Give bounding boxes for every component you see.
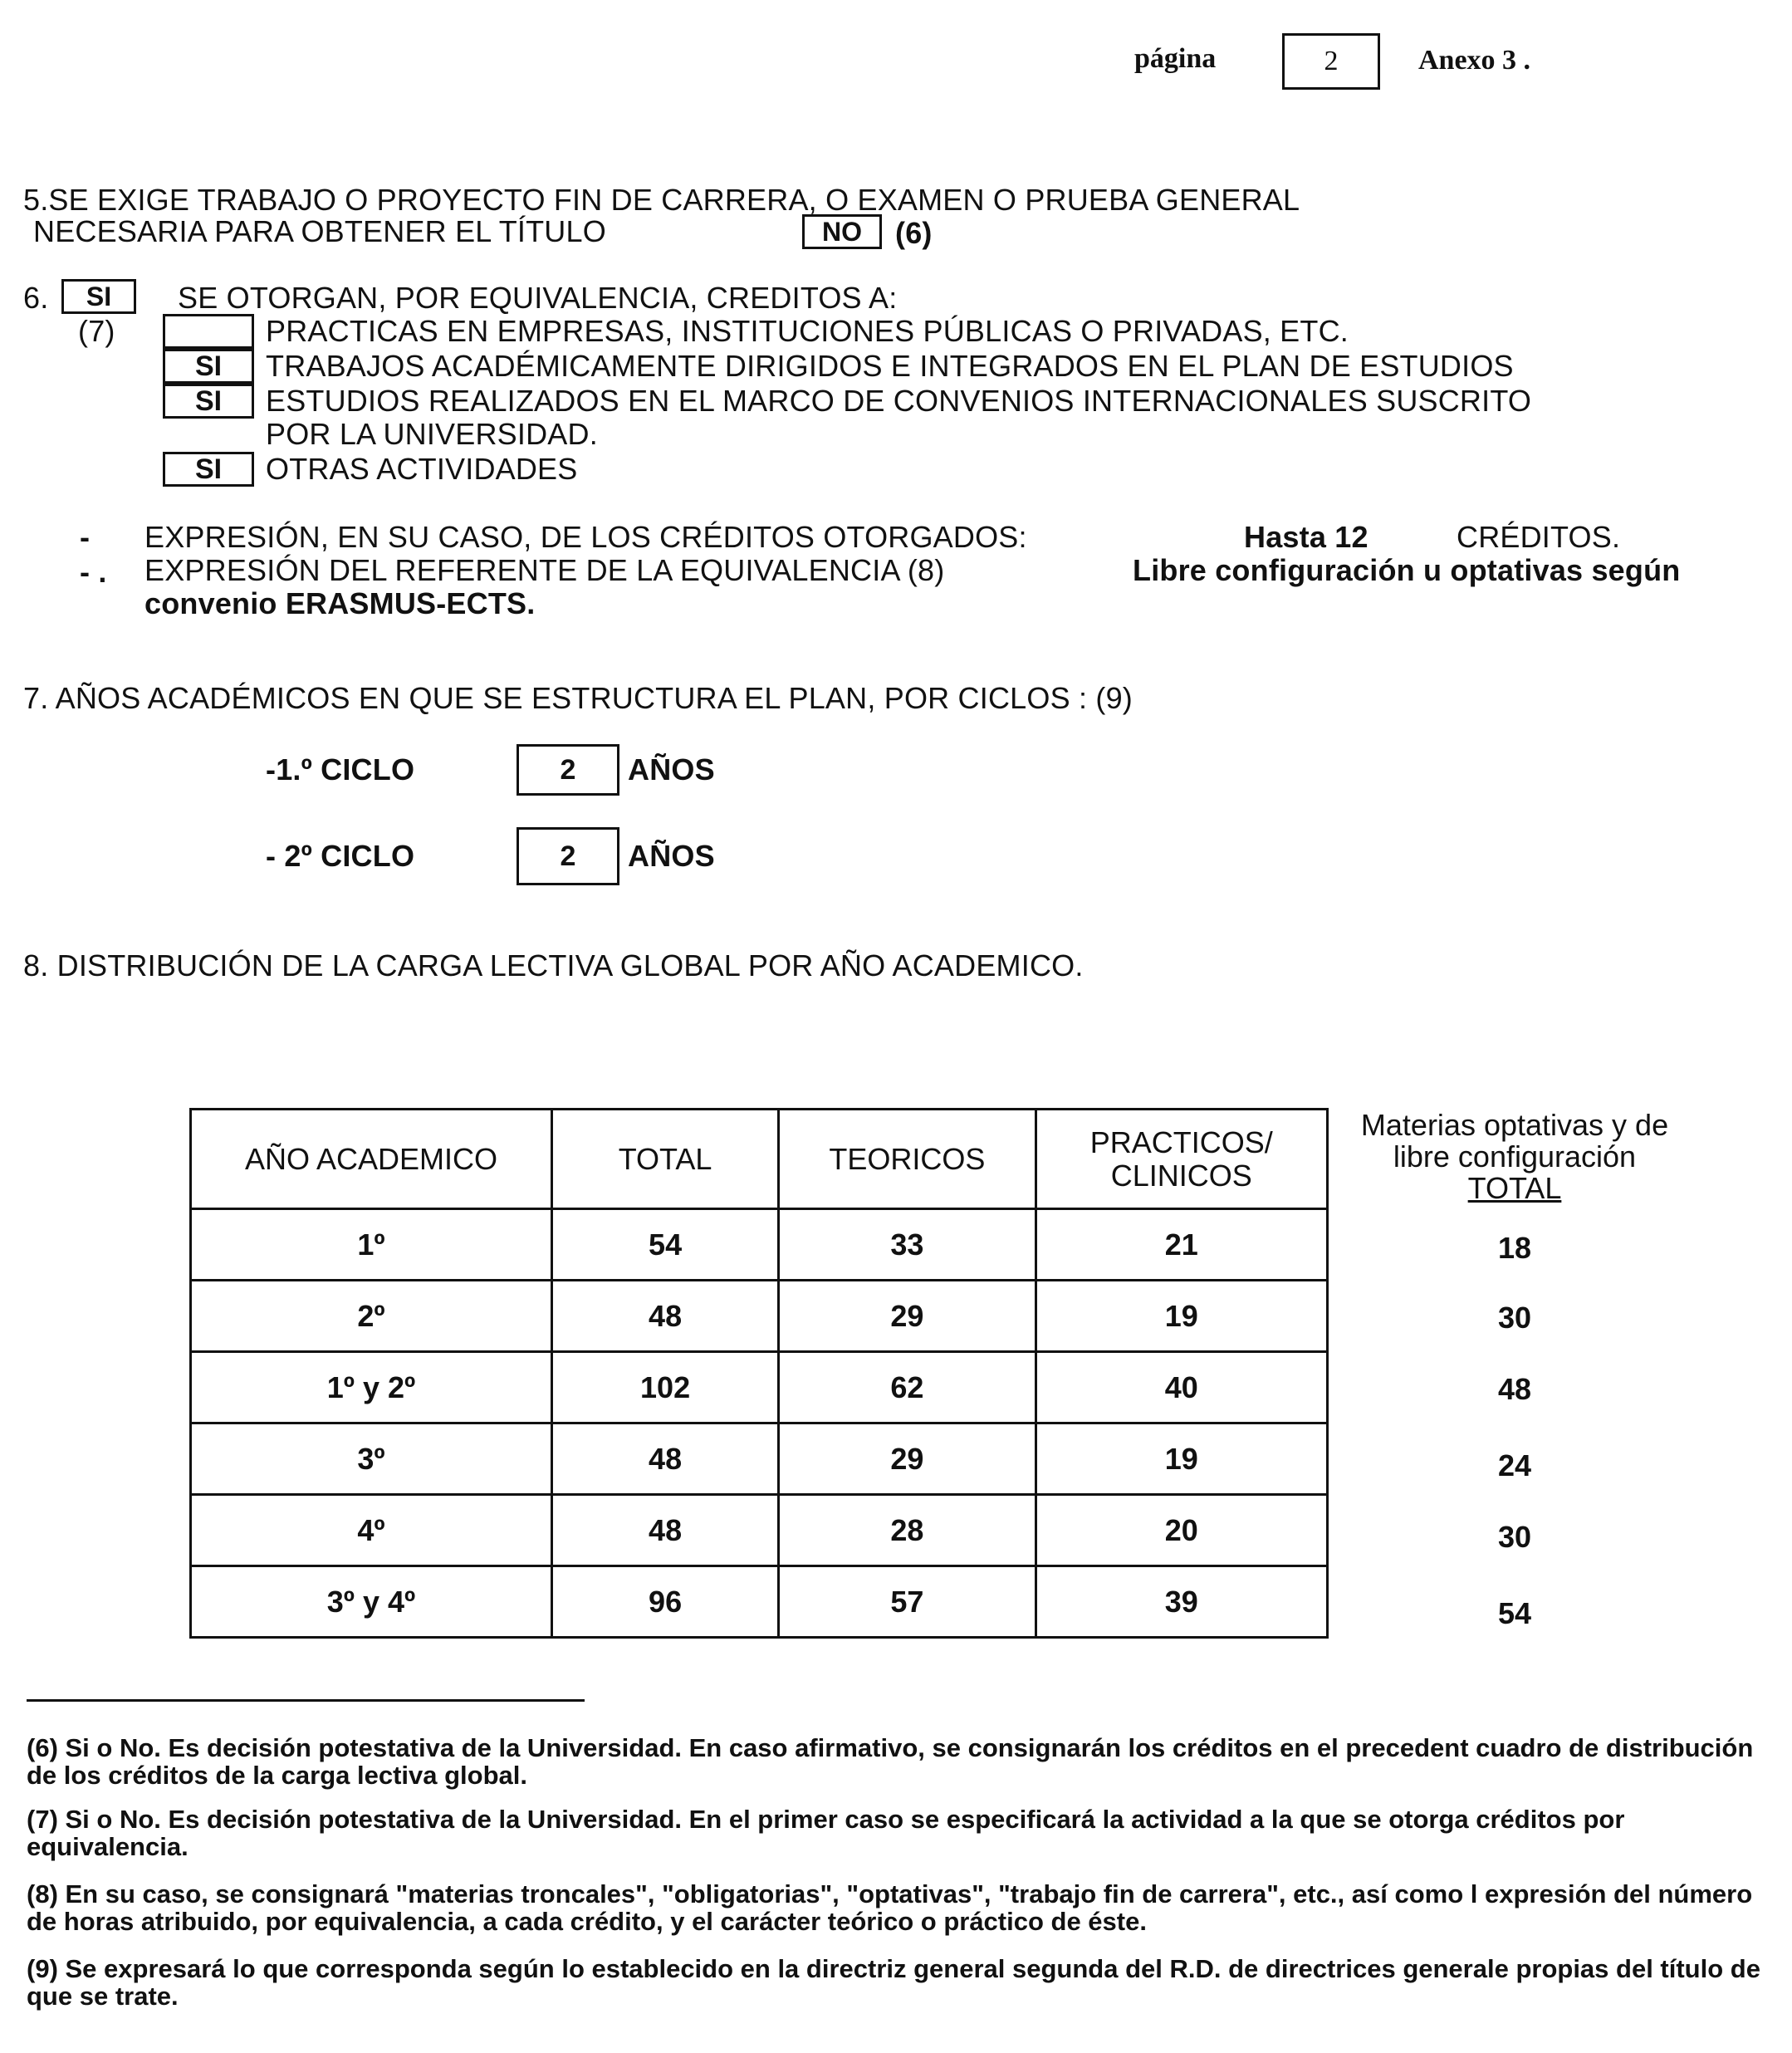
header-total: TOTAL — [551, 1110, 778, 1209]
item4-label: OTRAS ACTIVIDADES — [266, 452, 578, 486]
optional-header-line3: TOTAL — [1467, 1171, 1562, 1205]
section6-title: SE OTORGAN, POR EQUIVALENCIA, CREDITOS A: — [178, 281, 898, 315]
header-year: AÑO ACADEMICO — [191, 1110, 552, 1209]
section7-title: 7. AÑOS ACADÉMICOS EN QUE SE ESTRUCTURA EL PLAN, POR CICLOS : (9) — [23, 681, 1133, 715]
cell-theory: 29 — [779, 1423, 1036, 1495]
optional-value: 48 — [1497, 1372, 1532, 1406]
cycle1-unit: AÑOS — [628, 752, 715, 786]
cell-year: 2º — [191, 1281, 552, 1352]
section6-note: (7) — [78, 314, 115, 348]
cycle2-label: - 2º CICLO — [266, 839, 415, 873]
optional-value: 30 — [1497, 1520, 1532, 1554]
credit-load-table — [189, 1108, 1329, 1639]
table-header-row — [191, 1110, 1328, 1209]
section6-answer: SI — [86, 281, 112, 311]
item3-check: SI — [194, 385, 223, 417]
cell-total: 54 — [551, 1209, 778, 1281]
header-practice — [1036, 1110, 1327, 1209]
cell-practice: 19 — [1036, 1281, 1327, 1352]
item3-check-box — [163, 384, 254, 419]
table-row — [191, 1495, 1328, 1566]
section5-note: (6) — [895, 216, 933, 250]
optional-header-line2: libre configuración — [1393, 1139, 1637, 1173]
bullet2-value: Libre configuración u optativas según — [1133, 553, 1681, 587]
section8-title: 8. DISTRIBUCIÓN DE LA CARGA LECTIVA GLOBAL POR AÑO ACADEMICO. — [23, 948, 1084, 982]
cell-practice: 40 — [1036, 1352, 1327, 1423]
section6-number: 6. — [23, 281, 49, 315]
section6-answer-box — [61, 279, 136, 314]
item3-label: ESTUDIOS REALIZADOS EN EL MARCO DE CONVENIOS INTERNACIONALES SUSCRITO — [266, 384, 1532, 418]
optional-value: 24 — [1497, 1448, 1532, 1482]
cell-year: 4º — [191, 1495, 552, 1566]
item4-check-box — [163, 452, 254, 487]
item2-check-box — [163, 349, 254, 384]
cycle1-value-box — [517, 744, 619, 796]
cell-year: 1º — [191, 1209, 552, 1281]
section5-line1: 5.SE EXIGE TRABAJO O PROYECTO FIN DE CARRERA, O EXAMEN O PRUEBA GENERAL — [23, 183, 1300, 217]
table-row — [191, 1281, 1328, 1352]
cycle2-value-box — [517, 827, 619, 885]
page-number-box — [1282, 33, 1380, 90]
page-number: 2 — [1324, 46, 1339, 76]
optional-header — [1345, 1110, 1684, 1204]
item1-label: PRACTICAS EN EMPRESAS, INSTITUCIONES PÚBLICAS O PRIVADAS, ETC. — [266, 314, 1349, 348]
bullet1-text: EXPRESIÓN, EN SU CASO, DE LOS CRÉDITOS OTORGADOS: — [144, 520, 1027, 554]
cell-practice: 20 — [1036, 1495, 1327, 1566]
header-practice-line1: PRACTICOS/ — [1089, 1124, 1273, 1159]
item1-check-box — [163, 314, 254, 349]
cell-total: 48 — [551, 1423, 778, 1495]
page-label: página — [1134, 43, 1217, 74]
cell-practice: 19 — [1036, 1423, 1327, 1495]
bullet1-value: Hasta 12 — [1244, 520, 1368, 554]
cell-theory: 29 — [779, 1281, 1036, 1352]
cycle1-value: 2 — [560, 753, 576, 786]
table-row — [191, 1423, 1328, 1495]
table-row — [191, 1566, 1328, 1638]
bullet2-dash: - . — [80, 555, 107, 589]
cell-theory: 62 — [779, 1352, 1036, 1423]
item2-check: SI — [194, 350, 223, 382]
footnote-8: (8) En su caso, se consignará "materias troncales", "obligatorias", "optativas", "trabajo fin de carrera", etc., así como l expresión del número de horas atribuido, por equivalencia, a cada crédito, y el carácter teórico o práctico de éste. — [27, 1879, 1753, 1936]
cell-year: 3º — [191, 1423, 552, 1495]
item2-label: TRABAJOS ACADÉMICAMENTE DIRIGIDOS E INTEGRADOS EN EL PLAN DE ESTUDIOS — [266, 349, 1514, 383]
cycle1-label: -1.º CICLO — [266, 752, 415, 786]
item3-label-continued: POR LA UNIVERSIDAD. — [266, 417, 598, 451]
cell-theory: 33 — [779, 1209, 1036, 1281]
header-practice-line2: CLINICOS — [1110, 1158, 1252, 1193]
optional-value: 18 — [1497, 1231, 1532, 1265]
cell-practice: 39 — [1036, 1566, 1327, 1638]
cycle2-value: 2 — [560, 840, 576, 872]
cell-year: 3º y 4º — [191, 1566, 552, 1638]
section5-answer: NO — [822, 216, 862, 247]
optional-value: 54 — [1497, 1596, 1532, 1630]
cell-total: 96 — [551, 1566, 778, 1638]
cell-total: 48 — [551, 1281, 778, 1352]
cell-theory: 28 — [779, 1495, 1036, 1566]
section5-answer-box — [802, 214, 882, 249]
bullet1-dash: - — [80, 520, 91, 554]
bullet2-text: EXPRESIÓN DEL REFERENTE DE LA EQUIVALENCIA (8) — [144, 553, 945, 587]
footnote-6: (6) Si o No. Es decisión potestativa de la Universidad. En caso afirmativo, se consignarán los créditos en el precedent cuadro de distribución de los créditos de la carga lectiva global. — [27, 1733, 1754, 1790]
footnote-divider — [27, 1699, 585, 1702]
cell-total: 102 — [551, 1352, 778, 1423]
bullet2-value-continued: convenio ERASMUS-ECTS. — [144, 586, 536, 620]
footnote-7: (7) Si o No. Es decisión potestativa de la Universidad. En el primer caso se especificará la actividad a la que se otorga créditos por equivalencia. — [27, 1805, 1625, 1861]
section5-line2: NECESARIA PARA OBTENER EL TÍTULO — [33, 214, 606, 248]
table-row — [191, 1209, 1328, 1281]
table-row — [191, 1352, 1328, 1423]
cell-practice: 21 — [1036, 1209, 1327, 1281]
item4-check: SI — [194, 453, 223, 485]
cell-theory: 57 — [779, 1566, 1036, 1638]
optional-value: 30 — [1497, 1301, 1532, 1335]
footnote-9: (9) Se expresará lo que corresponda según lo establecido en la directriz general segunda del R.D. de directrices generale propias del título de que se trate. — [27, 1954, 1760, 2011]
annex-label: Anexo 3 . — [1418, 45, 1531, 76]
optional-header-line1: Materias optativas y de — [1360, 1108, 1669, 1142]
header-theory: TEORICOS — [779, 1110, 1036, 1209]
cell-total: 48 — [551, 1495, 778, 1566]
bullet1-unit: CRÉDITOS. — [1457, 520, 1621, 554]
cycle2-unit: AÑOS — [628, 839, 715, 873]
cell-year: 1º y 2º — [191, 1352, 552, 1423]
